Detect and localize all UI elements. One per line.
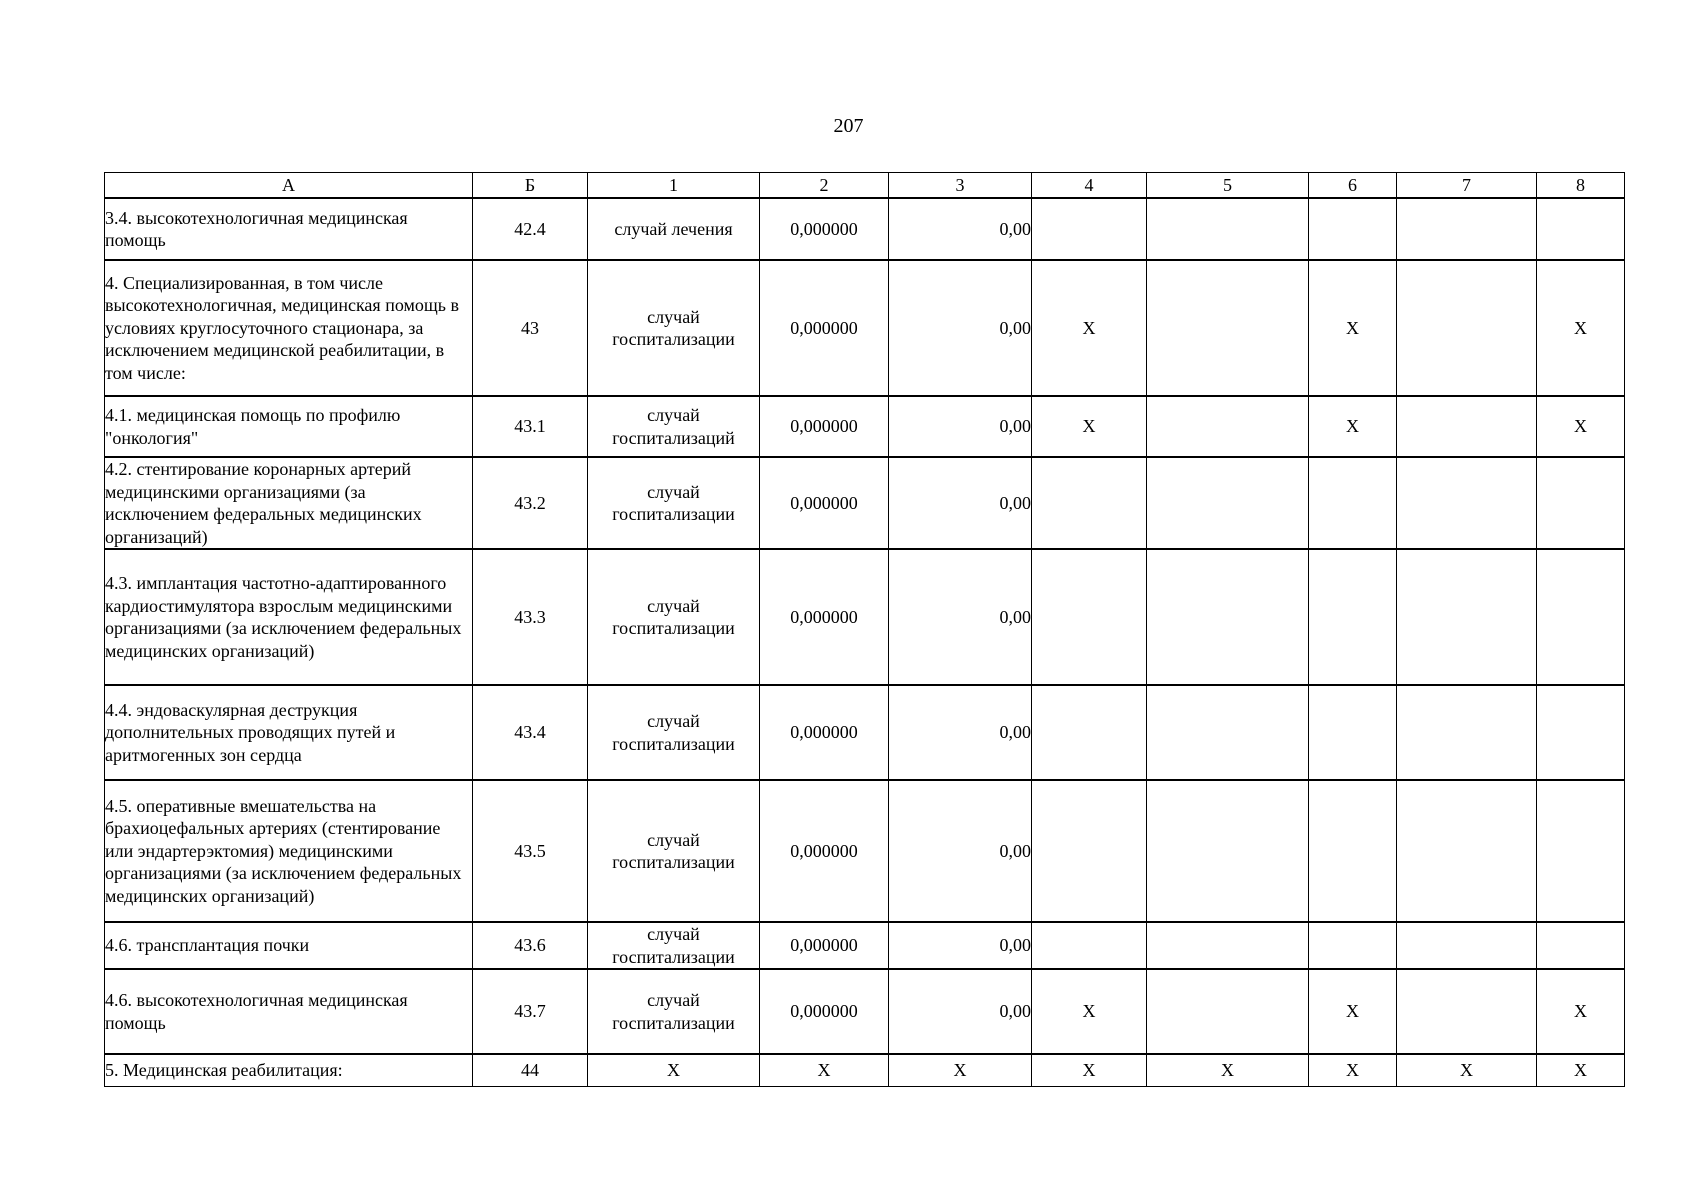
row-col3: 0,00 — [889, 549, 1032, 685]
row-col6 — [1309, 685, 1397, 780]
row-name: 4.3. имплантация частотно-адаптированного кардиостимулятора взрослым медицинскими организациями (за исключением федеральных медицинских организаций) — [105, 549, 473, 685]
header-cell-a: А — [105, 173, 473, 199]
row-col2: 0,000000 — [760, 685, 889, 780]
row-col8: X — [1537, 260, 1625, 396]
row-code: 43.5 — [473, 780, 588, 922]
row-code: 43 — [473, 260, 588, 396]
header-cell-1: 1 — [588, 173, 760, 199]
row-col7: X — [1397, 1054, 1537, 1086]
row-col4: X — [1032, 260, 1147, 396]
row-col6 — [1309, 922, 1397, 969]
row-col4 — [1032, 549, 1147, 685]
row-col2: 0,000000 — [760, 780, 889, 922]
row-col5 — [1147, 457, 1309, 549]
row-col4 — [1032, 922, 1147, 969]
row-col5 — [1147, 969, 1309, 1054]
row-col2: 0,000000 — [760, 549, 889, 685]
header-cell-b: Б — [473, 173, 588, 199]
row-col7 — [1397, 260, 1537, 396]
row-col7 — [1397, 922, 1537, 969]
row-name: 4.6. трансплантация почки — [105, 922, 473, 969]
row-col6 — [1309, 198, 1397, 260]
row-col5 — [1147, 922, 1309, 969]
header-cell-7: 7 — [1397, 173, 1537, 199]
row-code: 43.4 — [473, 685, 588, 780]
data-table — [104, 172, 1625, 1087]
row-col8 — [1537, 457, 1625, 549]
row-col4 — [1032, 198, 1147, 260]
page-number: 207 — [833, 115, 864, 137]
row-col8: X — [1537, 969, 1625, 1054]
row-col6: X — [1309, 1054, 1397, 1086]
table-row — [105, 396, 1625, 457]
row-name: 4. Специализированная, в том числе высокотехнологичная, медицинская помощь в условиях круглосуточного стационара, за исключением медицинской реабилитации, в том числе: — [105, 260, 473, 396]
header-cell-6: 6 — [1309, 173, 1397, 199]
row-unit: X — [588, 1054, 760, 1086]
row-col3: 0,00 — [889, 198, 1032, 260]
row-name: 4.1. медицинская помощь по профилю "онкология" — [105, 396, 473, 457]
table-row — [105, 260, 1625, 396]
row-col8 — [1537, 922, 1625, 969]
row-name: 4.6. высокотехнологичная медицинская помощь — [105, 969, 473, 1054]
row-col5 — [1147, 549, 1309, 685]
row-col5 — [1147, 780, 1309, 922]
row-col3: 0,00 — [889, 457, 1032, 549]
row-col4 — [1032, 685, 1147, 780]
row-col7 — [1397, 780, 1537, 922]
header-cell-2: 2 — [760, 173, 889, 199]
table-row — [105, 549, 1625, 685]
row-col6 — [1309, 457, 1397, 549]
row-col5 — [1147, 198, 1309, 260]
row-col2: 0,000000 — [760, 260, 889, 396]
row-col2: X — [760, 1054, 889, 1086]
row-col8 — [1537, 780, 1625, 922]
row-unit: случай госпитализации — [588, 260, 760, 396]
row-code: 43.3 — [473, 549, 588, 685]
row-col3: 0,00 — [889, 780, 1032, 922]
header-row — [105, 173, 1625, 199]
row-name: 4.5. оперативные вмешательства на брахиоцефальных артериях (стентирование или эндартерэктомия) медицинскими организациями (за исключением федеральных медицинских организаций) — [105, 780, 473, 922]
row-col8 — [1537, 549, 1625, 685]
row-name: 4.2. стентирование коронарных артерий медицинскими организациями (за исключением федеральных медицинских организаций) — [105, 457, 473, 549]
header-cell-3: 3 — [889, 173, 1032, 199]
row-col5: X — [1147, 1054, 1309, 1086]
row-col5 — [1147, 260, 1309, 396]
table-row — [105, 457, 1625, 549]
row-col6 — [1309, 780, 1397, 922]
row-col5 — [1147, 685, 1309, 780]
row-col3: 0,00 — [889, 396, 1032, 457]
row-code: 42.4 — [473, 198, 588, 260]
row-code: 44 — [473, 1054, 588, 1086]
table-row — [105, 922, 1625, 969]
row-col6 — [1309, 549, 1397, 685]
row-col4: X — [1032, 1054, 1147, 1086]
row-unit: случай лечения — [588, 198, 760, 260]
row-name: 3.4. высокотехнологичная медицинская помощь — [105, 198, 473, 260]
row-col5 — [1147, 396, 1309, 457]
row-col4: X — [1032, 969, 1147, 1054]
row-col4 — [1032, 457, 1147, 549]
table-row — [105, 685, 1625, 780]
row-col2: 0,000000 — [760, 198, 889, 260]
row-col8: X — [1537, 1054, 1625, 1086]
row-col6: X — [1309, 969, 1397, 1054]
row-col3: 0,00 — [889, 685, 1032, 780]
row-col3: 0,00 — [889, 260, 1032, 396]
row-col7 — [1397, 549, 1537, 685]
row-code: 43.7 — [473, 969, 588, 1054]
row-code: 43.6 — [473, 922, 588, 969]
row-unit: случай госпитализации — [588, 685, 760, 780]
row-col3: 0,00 — [889, 969, 1032, 1054]
row-col8 — [1537, 198, 1625, 260]
row-col6: X — [1309, 396, 1397, 457]
row-col8: X — [1537, 396, 1625, 457]
row-col2: 0,000000 — [760, 922, 889, 969]
row-col6: X — [1309, 260, 1397, 396]
row-col7 — [1397, 198, 1537, 260]
row-col7 — [1397, 969, 1537, 1054]
row-unit: случай госпитализации — [588, 922, 760, 969]
table-row — [105, 198, 1625, 260]
table-row — [105, 1054, 1625, 1086]
row-name: 4.4. эндоваскулярная деструкция дополнительных проводящих путей и аритмогенных зон сердца — [105, 685, 473, 780]
row-unit: случай госпитализации — [588, 969, 760, 1054]
row-col2: 0,000000 — [760, 457, 889, 549]
row-col4: X — [1032, 396, 1147, 457]
row-col7 — [1397, 396, 1537, 457]
row-code: 43.1 — [473, 396, 588, 457]
row-name: 5. Медицинская реабилитация: — [105, 1054, 473, 1086]
row-col7 — [1397, 685, 1537, 780]
row-unit: случай госпитализаций — [588, 396, 760, 457]
row-col2: 0,000000 — [760, 969, 889, 1054]
table-row — [105, 969, 1625, 1054]
row-col2: 0,000000 — [760, 396, 889, 457]
row-unit: случай госпитализации — [588, 780, 760, 922]
row-col7 — [1397, 457, 1537, 549]
row-col4 — [1032, 780, 1147, 922]
row-unit: случай госпитализации — [588, 457, 760, 549]
row-unit: случай госпитализации — [588, 549, 760, 685]
header-cell-5: 5 — [1147, 173, 1309, 199]
row-col3: 0,00 — [889, 922, 1032, 969]
row-col3: X — [889, 1054, 1032, 1086]
row-code: 43.2 — [473, 457, 588, 549]
table-row — [105, 780, 1625, 922]
header-cell-4: 4 — [1032, 173, 1147, 199]
header-cell-8: 8 — [1537, 173, 1625, 199]
row-col8 — [1537, 685, 1625, 780]
